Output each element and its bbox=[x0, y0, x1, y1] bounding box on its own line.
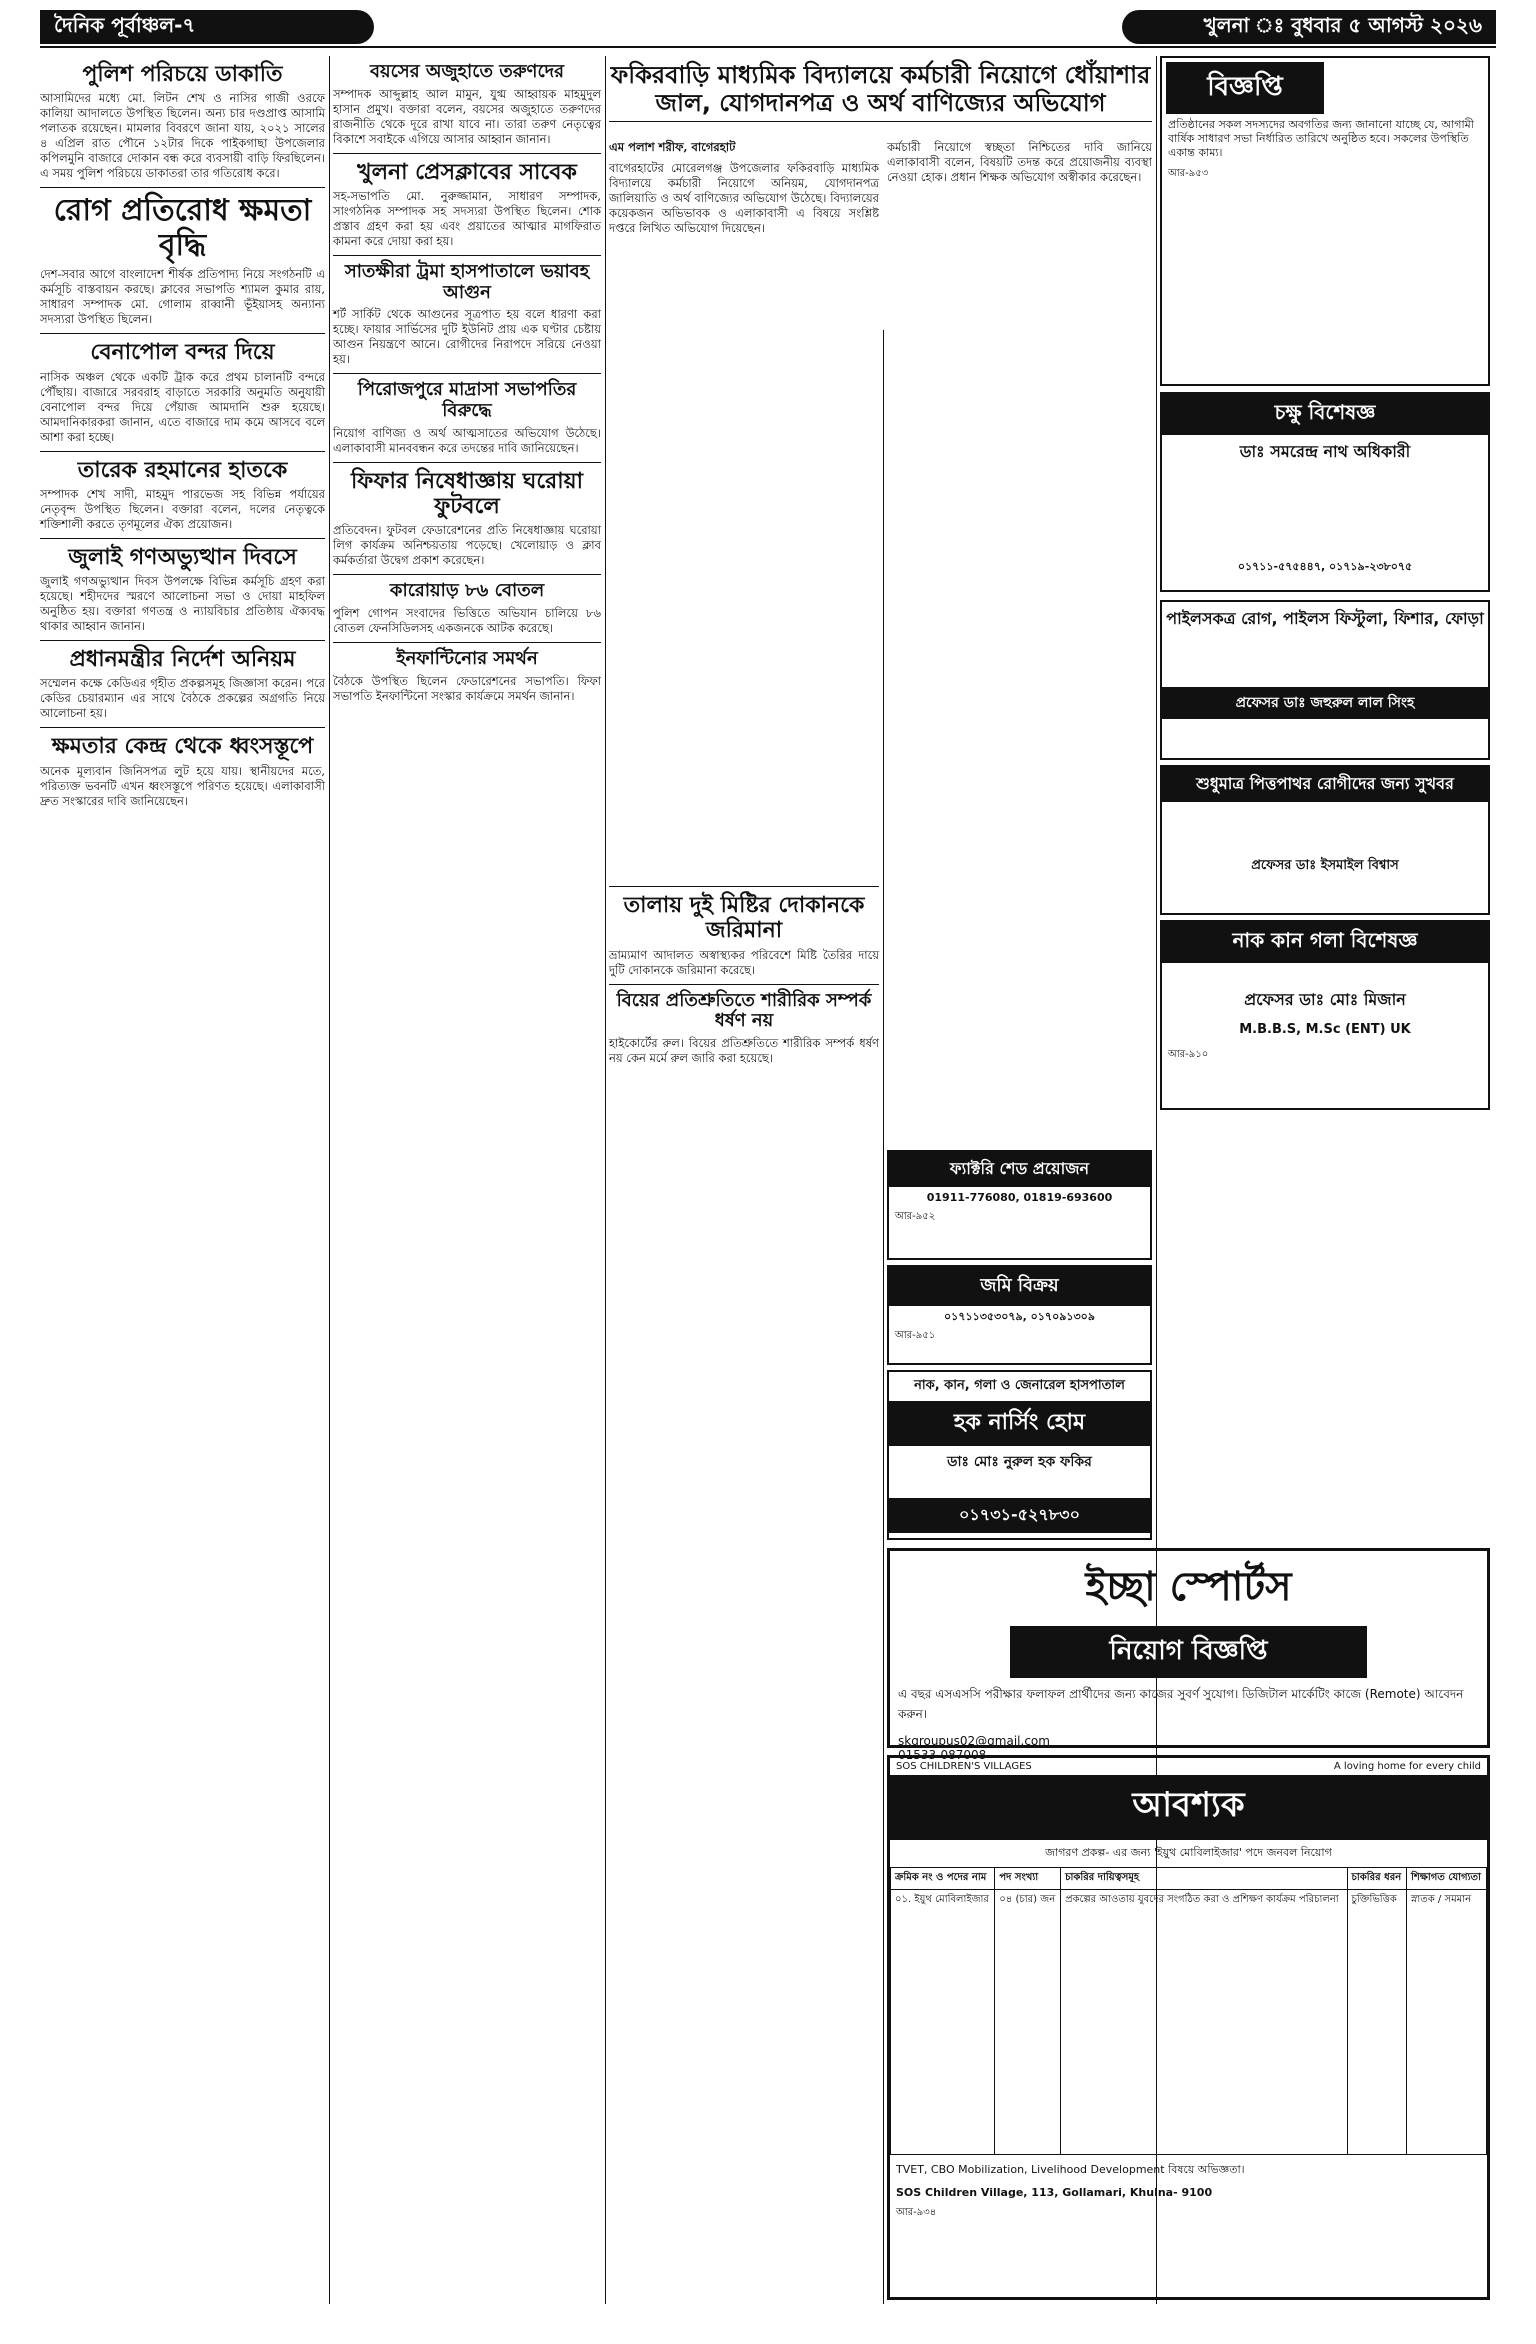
ad-sos-vacancy bbox=[887, 1755, 1490, 2300]
headline-pm-directive: প্রধানমন্ত্রীর নির্দেশ অনিয়ম bbox=[69, 647, 296, 673]
ad-title: চক্ষু বিশেষজ্ঞ bbox=[1162, 394, 1488, 435]
ad-haque-nursing-home bbox=[887, 1370, 1152, 1540]
ad-ent-specialist bbox=[1160, 920, 1490, 1110]
ad-email: skgroupus02@gmail.com bbox=[898, 1734, 1050, 1748]
article-text: বাগেরহাটের মোরেলগঞ্জ উপজেলার ফকিরবাড়ি মাধ্যমিক বিদ্যালয়ে কর্মচারী নিয়োগে অনিয়ম, যোগদানপত্র জালিয়াতি ও অর্থ বাণিজ্যের অভিযোগ উঠেছে। বিদ্যালয়ের কয়েকজন অভিভাবক ও এলাকাবাসী এ বিষয়ে সংশ্লিষ্ট দপ্তরে লিখিত অভিযোগ দিয়েছেন। bbox=[609, 161, 879, 235]
table-cell: স্নাতক / সমমান bbox=[1407, 1890, 1487, 2155]
ad-doctor: প্রফেসর ডাঃ মোঃ মিজান bbox=[1244, 990, 1406, 1009]
ad-subtitle: জাগরণ প্রকল্প- এর জন্য 'ইয়ুথ মোবিলাইজার' পদে জনবল নিয়োগ bbox=[1045, 1846, 1332, 1859]
headline-trauma-fire: সাতক্ষীরা ট্রমা হাসপাতালে ভয়াবহ আগুন bbox=[344, 260, 590, 303]
table-cell: চুক্তিভিত্তিক bbox=[1347, 1890, 1407, 2155]
ad-phone: ০১৭৩১-৫২৭৮৩০ bbox=[889, 1498, 1150, 1533]
ad-title: বিজ্ঞপ্তি bbox=[1166, 62, 1324, 114]
ad-ref: আর-৯৫৩ bbox=[1168, 168, 1209, 179]
ad-piles bbox=[1160, 600, 1490, 760]
ad-factory-shed bbox=[887, 1150, 1152, 1260]
ad-ref: আর-৯১০ bbox=[1168, 1049, 1209, 1060]
article-text: প্রতিবেদন। ফুটবল ফেডারেশনের প্রতি নিষেধাজ্ঞায় ঘরোয়া লিগ কার্যক্রম অনিশ্চয়তায় পড়েছে। খেলোয়াড় ও ক্লাব কর্মকর্তারা উদ্বেগ প্রকাশ করেছেন। bbox=[333, 523, 601, 568]
ad-phone: ০১৭১১-৫৭৫৪৪৭, ০১৭১৯-২৩৮০৭৫ bbox=[1237, 560, 1413, 573]
table-header: চাকরির ধরন bbox=[1347, 1868, 1407, 1890]
article-text: হাইকোর্টের রুল। বিয়ের প্রতিশ্রুতিতে শারীরিক সম্পর্ক ধর্ষণ নয় কেন মর্মে রুল জারি করা হয়েছে। bbox=[609, 1035, 879, 1065]
ad-degree: M.B.B.S, M.Sc (ENT) UK bbox=[1239, 1022, 1411, 1037]
page-header-date: খুলনা ঃ বুধবার ৫ আগস্ট ২০২৬ bbox=[1122, 10, 1496, 44]
ad-land-sale bbox=[887, 1265, 1152, 1365]
headline-immunity: রোগ প্রতিরোধ ক্ষমতা বৃদ্ধি bbox=[53, 193, 312, 263]
article-text: ভ্রাম্যমাণ আদালত অস্বাস্থ্যকর পরিবেশে মিষ্টি তৈরির দায়ে দুটি দোকানকে জরিমানা করেছে। bbox=[609, 947, 879, 977]
ad-doctor: ডাঃ মোঃ নুরুল হক ফকির bbox=[947, 1454, 1092, 1470]
ad-ref: আর-৯৩৪ bbox=[896, 2207, 937, 2218]
headline-bottles: কারোয়াড় ৮৬ বোতল bbox=[389, 580, 545, 602]
article-text: দেশ-সবার আগে বাংলাদেশ শীর্ষক প্রতিপাদ্য নিয়ে সংগঠনটি এ কর্মসূচি বাস্তবায়ন করছে। ক্লাবের সভাপতি শ্যামল কুমার রায়, সাধারণ সম্পাদক মো. গোলাম রাব্বানী ভূঁইয়াসহ অন্যান্য সদস্যরা উপস্থিত ছিলেন। bbox=[40, 267, 325, 327]
article-text: নাসিক অঞ্চল থেকে একটি ট্রাক করে প্রথম চালানটি বন্দরে পৌঁছায়। বাজারে সরবরাহ বাড়াতে সরকারি অনুমতি অনুযায়ী বেনাপোল বন্দর দিয়ে পেঁয়াজ আমদানি শুরু হয়েছে। আমদানিকারকরা জানান, এতে বাজারে দাম কমে আসবে বলে আশা করা হচ্ছে। bbox=[40, 369, 325, 444]
lead-headline: ফকিরবাড়ি মাধ্যমিক বিদ্যালয়ে কর্মচারী নিয়োগে ধোঁয়াশার জাল, যোগদানপত্র ও অর্থ বাণিজ্যের অভিযোগ bbox=[610, 61, 1151, 117]
table-cell: প্রকল্পের আওতায় যুবদের সংগঠিত করা ও প্রশিক্ষণ কার্যক্রম পরিচালনা bbox=[1061, 1890, 1347, 2155]
ad-body: এ বছর এসএসসি পরীক্ষার ফলাফল প্রার্থীদের জন্য কাজের সুবর্ণ সুযোগ। ডিজিটাল মার্কেটিং কাজে (Remote) আবেদন করুন। bbox=[898, 1687, 1464, 1721]
table-header: শিক্ষাগত যোগ্যতা bbox=[1407, 1868, 1487, 1890]
article-text: সম্পাদক শেখ সাদী, মাহমুদ পারভেজ সহ বিভিন্ন পর্যায়ের নেতৃবৃন্দ উপস্থিত ছিলেন। বক্তারা বলেন, দলের নেতৃত্বকে শক্তিশালী করতে তৃণমূলের ঐক্য প্রয়োজন। bbox=[40, 486, 325, 531]
headline-sweet-shop-fine: তালায় দুই মিষ্টির দোকানকে জরিমানা bbox=[623, 893, 865, 944]
ad-title: আবশ্যক bbox=[890, 1775, 1487, 1840]
ad-title: পাইলসকত্র রোগ, পাইলস ফিস্টুলা, ফিশার, ফোড়া bbox=[1166, 609, 1484, 628]
article-text: জুলাই গণঅভ্যুত্থান দিবস উপলক্ষে বিভিন্ন কর্মসূচি গ্রহণ করা হয়েছে। শহীদদের স্মরণে আলোচনা সভা ও দোয়া মাহফিল অনুষ্ঠিত হয়। বক্তারা গণতন্ত্র ও ন্যায়বিচার প্রতিষ্ঠায় ঐক্যবদ্ধ থাকার আহ্বান জানান। bbox=[40, 574, 325, 634]
headline-infantino: ইনফান্টিনোর সমর্থন bbox=[396, 648, 538, 670]
ad-eye-specialist bbox=[1160, 392, 1490, 592]
org-tagline: A loving home for every child bbox=[1333, 1761, 1481, 1772]
ad-phone: 01911-776080, 01819-693600 bbox=[926, 1191, 1113, 1204]
ad-subtitle: নিয়োগ বিজ্ঞপ্তি bbox=[1010, 1626, 1367, 1678]
org-name: SOS CHILDREN'S VILLAGES bbox=[896, 1761, 1032, 1772]
headline-power-center: ক্ষমতার কেন্দ্র থেকে ধ্বংসস্তূপে bbox=[51, 734, 314, 760]
article-text: সহ-সভাপতি মো. নুরুজ্জামান, সাধারণ সম্পাদক, সাংগঠনিক সম্পাদক সহ সদস্যরা উপস্থিত ছিলেন। শোক প্রস্তাব গ্রহণ করা হয় এবং প্রয়াতের আত্মার মাগফিরাত কামনা করে দোয়া করা হয়। bbox=[333, 188, 601, 248]
ad-title: ফ্যাক্টরি শেড প্রয়োজন bbox=[889, 1152, 1150, 1187]
ad-phone: ০১৭১১৩৫৩০৭৯, ০১৭০৯১৩০৯ bbox=[944, 1310, 1095, 1323]
lead-story-header bbox=[609, 56, 1152, 122]
table-header: পদ সংখ্যা bbox=[995, 1868, 1061, 1890]
table-cell: ০১. ইয়ুথ মোবিলাইজার bbox=[891, 1890, 995, 2155]
headline-fifa-ban: ফিফার নিষেধাজ্ঞায় ঘরোয়া ফুটবলে bbox=[351, 468, 583, 520]
article-text: বৈঠকে উপস্থিত ছিলেন ফেডারেশনের সভাপতি। ফিফা সভাপতি ইনফান্টিনো সংস্কার কার্যক্রমে সমর্থন জানান। bbox=[333, 673, 601, 703]
column-3 bbox=[609, 140, 879, 1072]
ad-title: নাক, কান, গলা ও জেনারেল হাসপাতাল bbox=[914, 1378, 1125, 1393]
header-rule bbox=[40, 46, 1496, 48]
headline-highcourt: বিয়ের প্রতিশ্রুতিতে শারীরিক সম্পর্ক ধর্ষণ নয় bbox=[616, 989, 872, 1032]
ad-gallstone bbox=[1160, 765, 1490, 915]
article-text: কর্মচারী নিয়োগে স্বচ্ছতা নিশ্চিতের দাবি জানিয়ে এলাকাবাসী বলেন, বিষয়টি তদন্ত করে প্রয়োজনীয় ব্যবস্থা নেওয়া হোক। প্রধান শিক্ষক অভিযোগ অস্বীকার করেছেন। bbox=[887, 140, 1152, 184]
article-text: শর্ট সার্কিট থেকে আগুনের সূত্রপাত হয় বলে ধারণা করা হচ্ছে। ফায়ার সার্ভিসের দুটি ইউনিট প্রায় এক ঘণ্টার চেষ্টায় আগুন নিয়ন্ত্রণে আনে। রোগীদের নিরাপদে সরিয়ে নেওয়া হয়। bbox=[333, 307, 601, 367]
ad-notice bbox=[1160, 56, 1490, 386]
headline-tarek-rahman: তারেক রহমানের হাতকে bbox=[77, 457, 288, 483]
article-text: অনেক মূল্যবান জিনিসপত্র লুট হয়ে যায়। স্থানীয়দের মতে, পরিত্যক্ত ভবনটি এখন ধ্বংসস্তূপে পরিণত হয়েছে। এলাকাবাসী দ্রুত সংস্কারের দাবি জানিয়েছেন। bbox=[40, 763, 325, 808]
ad-phone: 01533-087008 bbox=[898, 1748, 987, 1762]
ad-doctor: প্রফেসর ডাঃ ইসমাইল বিশ্বাস bbox=[1251, 858, 1399, 873]
article-text: পুলিশ গোপন সংবাদের ভিত্তিতে অভিযান চালিয়ে ৮৬ বোতল ফেনসিডিলসহ একজনকে আটক করেছে। bbox=[333, 606, 601, 636]
ad-name: হক নার্সিং হোম bbox=[889, 1401, 1150, 1446]
ad-footer: TVET, CBO Mobilization, Livelihood Development বিষয়ে অভিজ্ঞতা। bbox=[896, 2163, 1245, 2176]
ad-doctor: প্রফেসর ডাঃ জহুরুল লাল সিংহ bbox=[1162, 687, 1488, 719]
headline-police-robbery: পুলিশ পরিচয়ে ডাকাতি bbox=[82, 62, 283, 87]
ad-ref: আর-৯৫১ bbox=[895, 1330, 936, 1341]
article-text: সম্মেলন কক্ষে কেডিএর গৃহীত প্রকল্পসমূহ জিজ্ঞাসা করেন। পরে কেডির চেয়ারম্যান এর সাথে বৈঠকে প্রকল্পের অগ্রগতি নিয়ে আলোচনা হয়। bbox=[40, 676, 325, 721]
ad-title: ইচ্ছা স্পোর্টস bbox=[1085, 1564, 1292, 1610]
ad-ref: আর-৯৫২ bbox=[895, 1211, 936, 1222]
column-divider bbox=[605, 56, 606, 2304]
page-header-left: দৈনিক পূর্বাঞ্চল-৭ bbox=[40, 10, 374, 44]
table-row bbox=[891, 1890, 1487, 2155]
ad-doctor: ডাঃ সমরেন্দ্র নাথ অধিকারী bbox=[1239, 442, 1411, 461]
ad-body: প্রতিষ্ঠানের সকল সদস্যদের অবগতির জন্য জানানো যাচ্ছে যে, আগামী বার্ষিক সাধারণ সভা নির্ধারিত তারিখে অনুষ্ঠিত হবে। সকলের উপস্থিতি একান্ত কাম্য। bbox=[1168, 118, 1474, 159]
table-header: ক্রমিক নং ও পদের নাম bbox=[891, 1868, 995, 1890]
headline-pirojpur-madrasa: পিরোজপুরে মাদ্রাসা সভাপতির বিরুদ্ধে bbox=[357, 379, 577, 422]
vacancy-table bbox=[890, 1867, 1487, 2155]
column-4 bbox=[887, 140, 1152, 191]
column-divider bbox=[883, 330, 884, 2304]
headline-july-uprising: জুলাই গণঅভ্যুত্থান দিবসে bbox=[68, 544, 297, 570]
article-text: নিয়োগ বাণিজ্য ও অর্থ আত্মসাতের অভিযোগ উঠেছে। এলাকাবাসী মানববন্ধন করে তদন্তের দাবি জানিয়েছেন। bbox=[333, 425, 601, 455]
article-text: আসামিদের মধ্যে মো. লিটন শেখ ও নাসির গাজী ওরফে কালিয়া আদালতে উপস্থিত ছিলেন। অন্য চার দণ্ডপ্রাপ্ত আসামি পলাতক রয়েছেন। মামলার বিবরণে জানা যায়, ২০২১ সালের ৪ এপ্রিল রাত পৌনে ১২টার দিকে পাইকগাছা উপজেলার কপিলমুনি বাজারে দোকান বন্ধ করে ব্যবসায়ী বাড়ি ফিরছিলেন। এ সময় পুলিশ পরিচয়ে ডাকাতরা তার গতিরোধ করে। bbox=[40, 91, 325, 181]
ad-iccha-sports bbox=[887, 1548, 1490, 1762]
table-header: চাকরির দায়িত্বসমূহ bbox=[1061, 1868, 1347, 1890]
byline: এম পলাশ শরীফ, বাগেরহাট bbox=[609, 140, 736, 154]
table-cell: ০৪ (চার) জন bbox=[995, 1890, 1061, 2155]
ad-title: নাক কান গলা বিশেষজ্ঞ bbox=[1162, 922, 1488, 963]
headline-youth-age: বয়সের অজুহাতে তরুণদের bbox=[369, 61, 565, 82]
article-text: সম্পাদক আব্দুল্লাহ আল মামুন, যুগ্ম আহ্বায়ক মাহমুদুল হাসান প্রমুখ। বক্তারা বলেন, বয়সের অজুহাতে তরুণদের রাজনীতি থেকে দূরে রাখা যাবে না। তারা তরুণ নেতৃত্বের বিকাশে সবাইকে এগিয়ে আসার আহ্বান জানান। bbox=[333, 86, 601, 146]
ad-address: SOS Children Village, 113, Gollamari, Khulna- 9100 bbox=[896, 2186, 1213, 2199]
ad-title: শুধুমাত্র পিত্তপাথর রোগীদের জন্য সুখবর bbox=[1162, 767, 1488, 802]
ad-title: জমি বিক্রয় bbox=[889, 1267, 1150, 1306]
column-2 bbox=[333, 56, 601, 710]
headline-press-club: খুলনা প্রেসক্লাবের সাবেক bbox=[357, 159, 577, 185]
column-1 bbox=[40, 56, 325, 815]
headline-benapole: বেনাপোল বন্দর দিয়ে bbox=[90, 340, 275, 366]
column-divider bbox=[329, 56, 330, 2304]
